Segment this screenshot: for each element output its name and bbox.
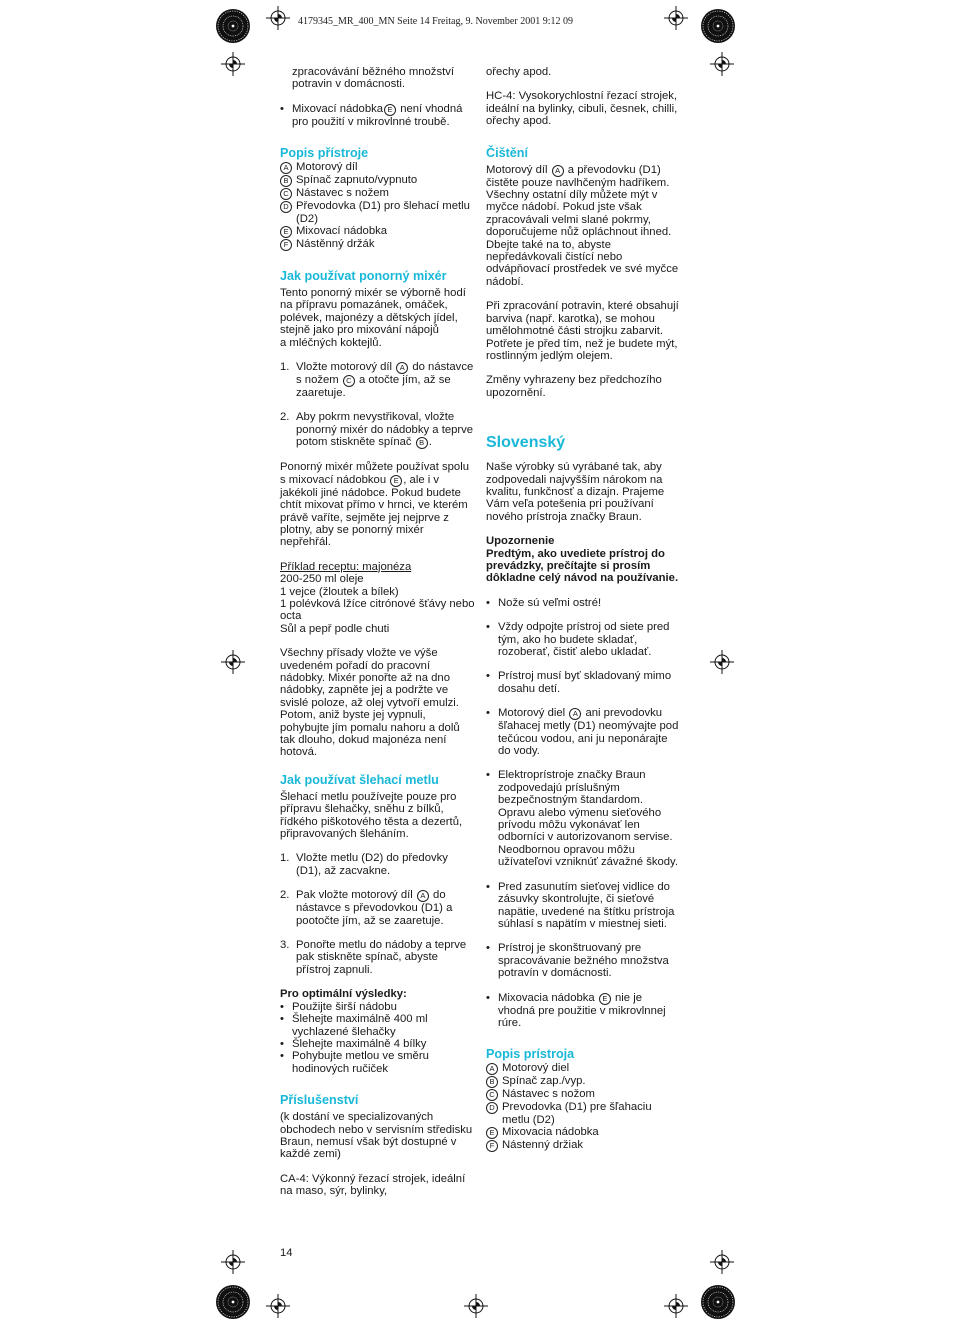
legend-item [486, 1126, 681, 1139]
marker-f-icon: F [486, 1140, 498, 1152]
list-item: 2. Aby pokrm nevystřikoval, vložte ponorný mixér do nádobky a teprve potom stiskněte spínač B . [280, 411, 474, 449]
registration-mark-icon [664, 1294, 688, 1318]
marker-d-icon: D [280, 201, 292, 213]
marker-b-icon: B [416, 437, 428, 449]
registration-mark-icon [710, 650, 734, 674]
recipe-line: 1 vejce (žloutek a bílek) [280, 585, 399, 598]
tips-list [280, 1001, 475, 1075]
list-item: • Šlehejte maximálně 400 ml vychlazené šlehačky [280, 1013, 428, 1038]
list-item: • Mixovací nádobka E není vhodná pro použití v mikrovlnné troubě. [280, 102, 463, 128]
marker-c-icon: C [486, 1089, 498, 1101]
color-wheel-icon [216, 1285, 250, 1319]
list-item: • Prístroj je skonštruovaný pre spracovávanie bežného množstva potravín v domácnosti. [486, 942, 669, 980]
legend-label: Nástenný držiak [502, 1139, 583, 1152]
registration-mark-icon [221, 52, 245, 76]
section-heading: Jak používat ponorný mixér [280, 269, 447, 284]
section-heading: Popis přístroje [280, 146, 369, 161]
legend-item [280, 200, 475, 225]
marker-a-icon: A [486, 1063, 498, 1075]
list-item: • Vždy odpojte prístroj od siete pred tým, ako ho budete skladať, rozoberať, čistiť alebo ukladať. [486, 621, 670, 658]
marker-d-icon: D [486, 1102, 498, 1114]
legend-label: Motorový diel [502, 1062, 570, 1075]
registration-mark-icon [266, 6, 290, 30]
legend-item [486, 1101, 681, 1126]
legend-item [280, 225, 475, 238]
section-heading: Popis prístroja [486, 1047, 575, 1062]
list-item: • Šlehejte maximálně 4 bílky [280, 1037, 427, 1050]
recipe-line: Sůl a pepř podle chuti [280, 622, 390, 635]
list-item: 2. Pak vložte motorový díl A do nástavce s převodovkou (D1) a pootočte jím, až se zaaretuje. [280, 889, 453, 927]
print-slug: 4179345_MR_400_MN Seite 14 Freitag, 9. November 2001 9:12 09 [298, 16, 573, 27]
legend-label: Nástěnný držák [296, 238, 375, 251]
list-item: • Nože sú veľmi ostré! [486, 596, 602, 609]
marker-c-icon: C [280, 188, 292, 200]
section-heading: Jak používat šlehací metlu [280, 772, 439, 787]
list-item: • Motorový diel A ani prevodovku šľahacej metly (D1) neomývajte pod tečúcou vodou, ani ju neponárajte do vody. [486, 707, 679, 758]
marker-f-icon: F [280, 239, 292, 251]
registration-mark-icon [266, 1294, 290, 1318]
left-column: zpracovávání běžného množství potravin v domácnosti. • Mixovací nádobka E není vhodná pro použití v mikrovlnné troubě. Popis přístroje A Motorový díl B Spínač zapnuto/vypnuto C Nástavec s nožem D Převodovka (D1) pro šlehací metlu (D2) E Mixovací nádobka F Nástěnný držák Jak používat ponorný mixér Tento ponorný mixér se výborně hodí na přípravu pomazánek, omáček, polévek, majonézy a dětských jídel, stejně jako pro mixování nápojů a mléčných koktejlů. 1. Vložte motorový díl A do nástavce s nožem C a otočte jím, až se zaaretuje. 2. Aby pokrm nevystřikoval, vložte ponorný mixér do nádobky a teprve potom stiskněte spínač B . Ponorný mixér můžete používat spolu s mixovací nádobkou E , ale i v jakékoli jiné nádobce. Pokud budete chtít mixovat přímo v hrnci, ve kterém právě vaříte, sejměte jej nejprve z plotny, aby se ponorný mixér nepřehřál. Příklad receptu: majonéza 200-250 ml oleje 1 vejce (žloutek a bílek) 1 polévková lžíce citrónové šťávy nebo octa Sůl a pepř podle chuti Všechny přísady vložte ve výše uvedeném pořadí do pracovní nádobky. Mixér ponořte až na dno nádobky, zapněte jej a podržte ve svislé poloze, až olej vytvoří emulzi. Potom, aniž byste jej vypnuli, pohybujte jím pomalu nahoru a dolů tak dlouho, dokud majonéza není hotová. Jak používat šlehací metlu Šlehací metlu používejte pouze pro přípravu šlehačky, sněhu z bílků, řídkého piškotového těsta a dezertů, připravovaných šleháním. 1. Vložte metlu (D2) do předovky (D1), až zacvakne. 2. Pak vložte motorový díl A do nástavce s převodovkou (D1) a pootočte jím, až se zaaretuje. 3. Ponořte metlu do nádoby a teprve pak stiskněte spínač, abyste přístroj zapnuli. Pro optimální výsledky: • Použijte širší nádobu • Šlehejte maximálně 400 ml vychlazené šlehačky • Šlehejte maximálně 4 bílky • Pohybujte metlou ve směru hodinových ručiček Příslušenství (k dostání ve specializovaných obchodech nebo v servisním středisku Braun, nemusí však být dostupné v každé zemi) CA-4: Výkonný řezací strojek, ideální na maso, sýr, bylinky, [280, 66, 475, 1198]
list-item: zpracovávání běžného množství potravin v domácnosti. [292, 66, 455, 91]
color-wheel-icon [701, 9, 735, 43]
legend-label: Mixovací nádobka [296, 225, 388, 238]
legend-item [486, 1075, 681, 1088]
registration-mark-icon [221, 650, 245, 674]
marker-b-icon: B [486, 1076, 498, 1088]
section-heading: Příslušenství [280, 1093, 359, 1108]
legend-item [486, 1062, 681, 1075]
parts-legend [280, 161, 475, 251]
legend-item [280, 161, 475, 174]
legend-item [486, 1139, 681, 1152]
marker-e-icon: E [599, 993, 611, 1005]
list-item: • Pohybujte metlou ve směru hodinových ručiček [280, 1050, 429, 1075]
recipe-line: 1 polévková lžíce citrónové šťávy nebo octa [280, 597, 475, 623]
parts-legend [486, 1062, 681, 1152]
recipe-line: 200-250 ml oleje [280, 573, 364, 586]
page-number: 14 [280, 1247, 293, 1259]
legend-item [280, 174, 475, 187]
legend-label: Prevodovka (D1) pre šľahaciu metlu (D2) [502, 1101, 652, 1126]
legend-label: Převodovka (D1) pro šlehací metlu (D2) [296, 200, 470, 225]
section-heading: Čištění [486, 145, 528, 160]
registration-mark-icon [664, 6, 688, 30]
list-item: • Použijte širší nádobu [280, 1000, 397, 1013]
marker-b-icon: B [280, 175, 292, 187]
marker-a-icon: A [552, 165, 564, 177]
marker-c-icon: C [343, 375, 355, 387]
legend-label: Spínač zap./vyp. [502, 1075, 586, 1088]
list-item: • Prístroj musí byť skladovaný mimo dosahu detí. [486, 670, 672, 695]
legend-item [486, 1088, 681, 1101]
legend-label: Nástavec s nožem [296, 187, 389, 200]
legend-label: Nástavec s nožom [502, 1088, 595, 1101]
registration-mark-icon [710, 1250, 734, 1274]
registration-mark-icon [464, 1294, 488, 1318]
marker-e-icon: E [384, 104, 396, 116]
color-wheel-icon [701, 1285, 735, 1319]
list-item: 1. Vložte metlu (D2) do předovky (D1), až zacvakne. [280, 852, 448, 877]
legend-label: Motorový díl [296, 161, 358, 174]
marker-a-icon: A [569, 708, 581, 720]
marker-e-icon: E [486, 1127, 498, 1139]
marker-e-icon: E [280, 226, 292, 238]
marker-a-icon: A [396, 362, 408, 374]
legend-label: Spínač zapnuto/vypnuto [296, 174, 418, 187]
legend-item [280, 238, 475, 251]
marker-e-icon: E [390, 475, 402, 487]
list-item: • Elektroprístroje značky Braun zodpovedajú príslušným bezpečnostným štandardom. Opravu alebo výmenu sieťového prívodu môžu vykonávať len odborníci v autorizovanom servise. Neodbornou opravou môžu užívateľovi vzniknúť závažné škody. [486, 769, 678, 869]
legend-item [280, 187, 475, 200]
list-item: • Pred zasunutím sieťovej vidlice do zásuvky skontrolujte, či sieťové napätie, uvedené na štítku prístroja súhlasí s napätím v miestnej sieti. [486, 880, 675, 930]
legend-label: Mixovacia nádobka [502, 1126, 599, 1139]
list-item: 3. Ponořte metlu do nádoby a teprve pak stiskněte spínač, abyste přístroj zapnuli. [280, 939, 467, 976]
language-heading: Slovenský [486, 434, 566, 452]
marker-a-icon: A [280, 162, 292, 174]
list-item: • Mixovacia nádobka E nie je vhodná pre použitie v mikrovlnnej rúre. [486, 991, 666, 1029]
right-column: ořechy apod. HC-4: Vysokorychlostní řezací strojek, ideální na bylinky, cibuli, česnek, chilli, ořechy apod. Čištění Motorový díl A a převodovku (D1) čistěte pouze navlhčeným hadříkem. Všechny ostatní díly můžete mýt v myčce nádobí. Pokud jste však zpracovávali velmi slané pokrmy, doporučujeme nůž opláchnout ihned. Dbejte také na to, abyste nepředávkovali čistící nebo odvápňovací prostředek ve své myčce nádobí. Při zpracování potravin, které obsahují barviva (např. karotka), se mohou umělohmotné části strojku zabarvit. Potřete je před tím, než je budete mýt, rostlinným jedlým olejem. Změny vyhrazeny bez předchozího upozornění. Slovenský Naše výrobky sú vyrábané tak, aby zodpovedali najvyšším nárokom na kvalitu, funkčnosť a dizajn. Prajeme Vám veľa potešenia pri používaní nového prístroja značky Braun. Upozornenie Predtým, ako uvediete prístroj do prevádzky, prečítajte si prosím dôkladne celý návod na používanie. • Nože sú veľmi ostré! • Vždy odpojte prístroj od siete pred tým, ako ho budete skladať, rozoberať, čistiť alebo ukladať. • Prístroj musí byť skladovaný mimo dosahu detí. • Motorový diel A ani prevodovku šľahacej metly (D1) neomývajte pod tečúcou vodou, ani ju neponárajte do vody. • Elektroprístroje značky Braun zodpovedajú príslušným bezpečnostným štandardom. Opravu alebo výmenu sieťového prívodu môžu vykonávať len odborníci v autorizovanom servise. Neodbornou opravou môžu užívateľovi vzniknúť závažné škody. • Pred zasunutím sieťovej vidlice do zásuvky skontrolujte, či sieťové napätie, uvedené na štítku prístroja súhlasí s napätím v miestnej sieti. • Prístroj je skonštruovaný pre spracovávanie bežného množstva potravín v domácnosti. • Mixovacia nádobka E nie je vhodná pre použitie v mikrovlnnej rúre. Popis prístroja A Motorový diel B Spínač zap./vyp. C Nástavec s nožom D Prevodovka (D1) pre šľahaciu metlu (D2) E Mixovacia nádobka F Nástenný držiak [486, 66, 681, 1152]
recipe-list [280, 573, 475, 635]
registration-mark-icon [221, 1250, 245, 1274]
registration-mark-icon [710, 52, 734, 76]
list-item: 1. Vložte motorový díl A do nástavce s nožem C a otočte jím, až se zaaretuje. [280, 361, 474, 400]
marker-a-icon: A [417, 890, 429, 902]
color-wheel-icon [216, 9, 250, 43]
